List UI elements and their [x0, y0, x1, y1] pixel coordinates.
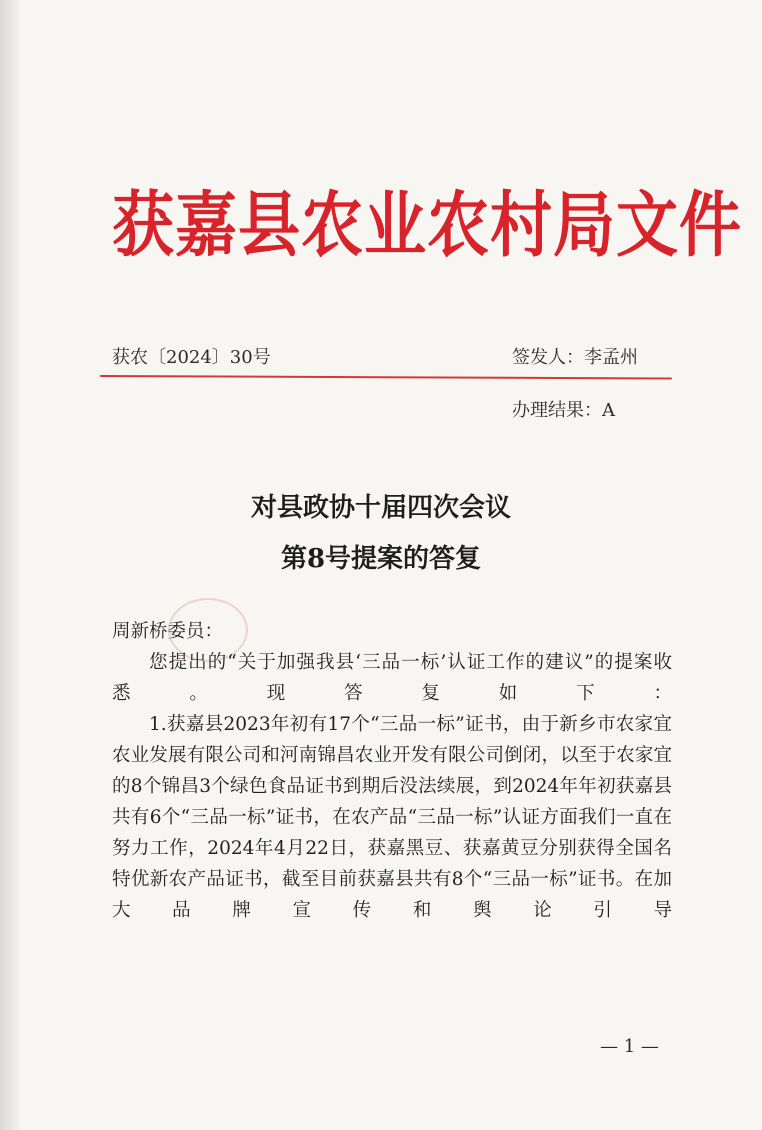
- salutation: 周新桥委员：: [112, 621, 224, 642]
- issuer-signature: 签发人：李孟州: [512, 347, 638, 368]
- processing-result: 办理结果：A: [512, 400, 615, 421]
- intro-paragraph: 您提出的“关于加强我县‘三品一标’认证工作的建议”的提案收悉。现答复如下：: [112, 652, 672, 704]
- document-title-line-1: 对县政协十届四次会议: [250, 493, 511, 523]
- document-title-line-2: 第8号提案的答复: [280, 544, 482, 574]
- point-1-paragraph: 1.获嘉县2023年初有17个“三品一标”证书，由于新乡市农家宜农业发展有限公司和河南锦昌农业开发有限公司倒闭，以至于农家宜的8个锦昌3个绿色食品证书到期后没法续展，到2024年年初获嘉县共有6个“三品一标”证书，在农产品“三品一标”认证方面我们一直在努力工作，2024年4月22日，获嘉黑豆、获嘉黄豆分别获得全国名特优新农产品证书，截至目前获嘉县共有8个“三品一标”证书。在加大品牌宣传和舆论引导: [112, 714, 672, 921]
- masthead-title: 获嘉县农业农村局文件: [112, 182, 743, 267]
- page-number: — 1 —: [600, 1036, 659, 1057]
- document-number: 获农〔2024〕30号: [112, 347, 271, 368]
- document-body: [112, 616, 672, 926]
- red-divider-line: [100, 375, 672, 379]
